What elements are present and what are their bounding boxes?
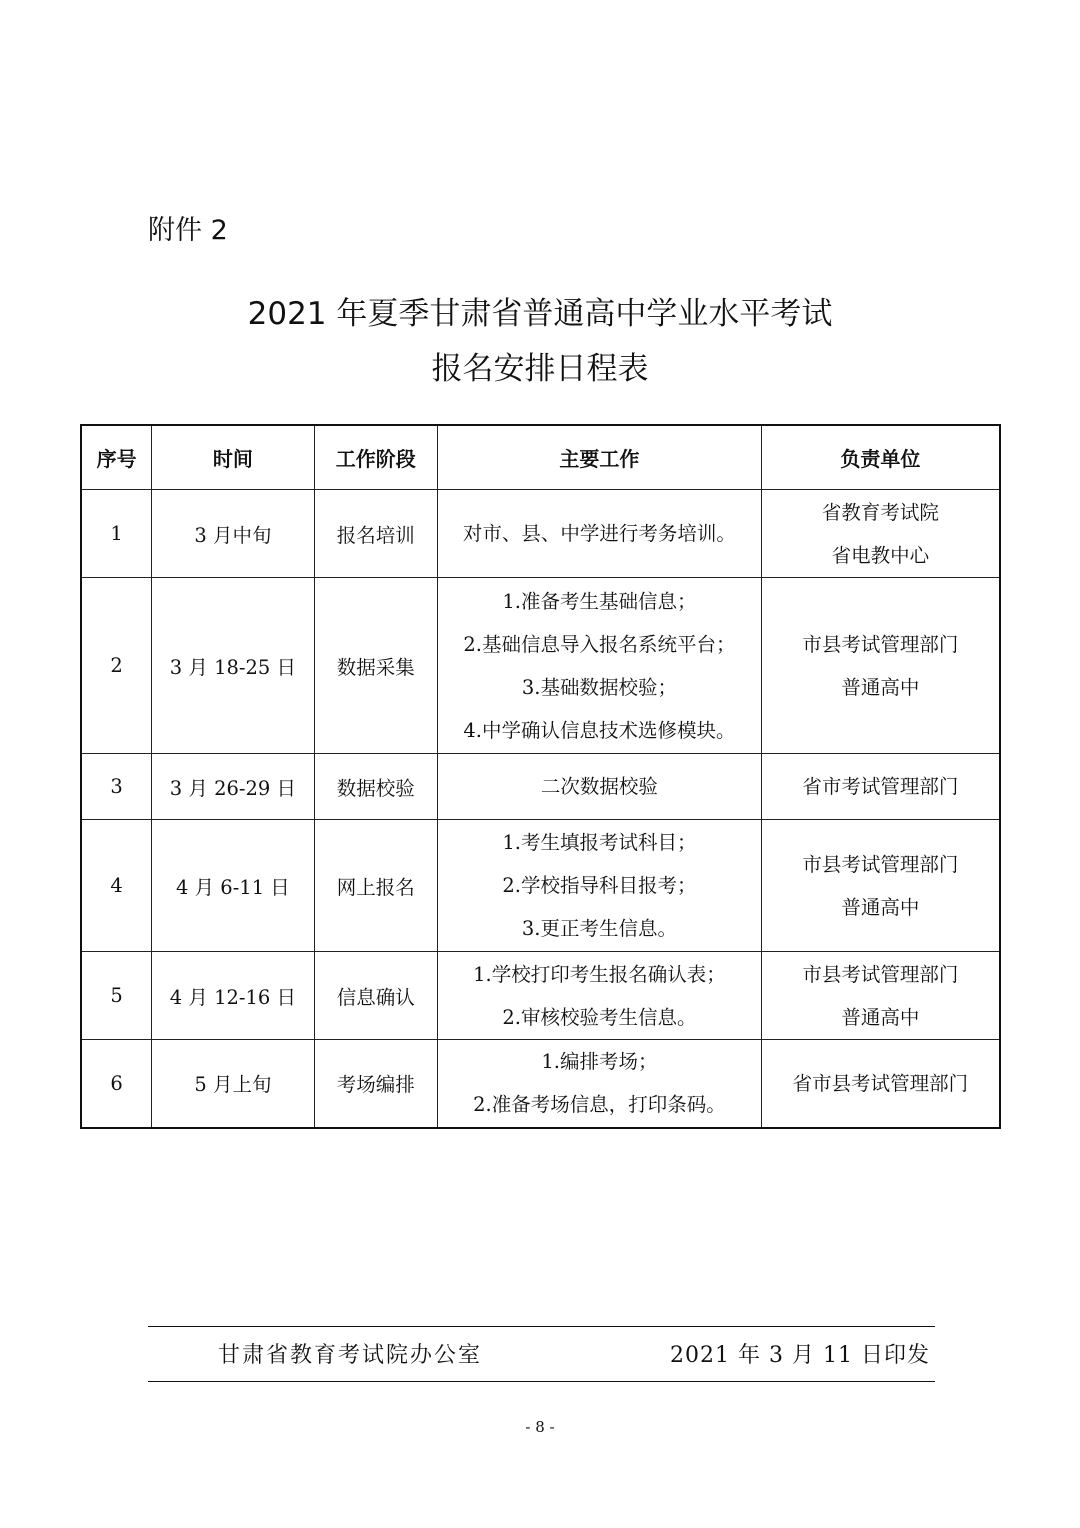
schedule-table bbox=[80, 424, 1001, 1129]
cell-unit bbox=[761, 820, 1000, 952]
cell-unit bbox=[761, 490, 1000, 578]
cell-stage: 数据采集 bbox=[314, 578, 437, 754]
cell-time: 3 月 18-25 日 bbox=[152, 578, 314, 754]
cell-no: 2 bbox=[81, 578, 152, 754]
cell-stage: 数据校验 bbox=[314, 754, 437, 820]
table-row bbox=[81, 1040, 1000, 1128]
cell-no: 6 bbox=[81, 1040, 152, 1128]
document-title-line-2: 报名安排日程表 bbox=[431, 351, 649, 387]
cell-time: 4 月 12-16 日 bbox=[152, 952, 314, 1040]
work-line: 对市、县、中学进行考务培训。 bbox=[462, 522, 736, 545]
work-line: 2.准备考场信息，打印条码。 bbox=[473, 1093, 726, 1117]
cell-no: 1 bbox=[81, 490, 152, 578]
cell-stage: 报名培训 bbox=[314, 490, 437, 578]
table-row bbox=[81, 578, 1000, 754]
work-line: 2.学校指导科目报考； bbox=[502, 874, 697, 897]
cell-time: 3 月 26-29 日 bbox=[152, 754, 314, 820]
work-line: 1.准备考生基础信息； bbox=[502, 589, 697, 613]
header-no: 序号 bbox=[81, 425, 152, 490]
work-line: 4.中学确认信息技术选修模块。 bbox=[463, 718, 736, 742]
cell-time: 3 月中旬 bbox=[152, 490, 314, 578]
work-line: 二次数据校验 bbox=[540, 775, 658, 798]
work-line: 1.考生填报考试科目； bbox=[502, 831, 697, 854]
cell-stage: 信息确认 bbox=[314, 952, 437, 1040]
unit-line: 市县考试管理部门 bbox=[802, 962, 959, 986]
unit-line: 市县考试管理部门 bbox=[802, 632, 959, 656]
attachment-label: 附件 2 bbox=[148, 215, 228, 246]
table-row bbox=[81, 952, 1000, 1040]
header-stage: 工作阶段 bbox=[314, 425, 437, 490]
unit-line: 普通高中 bbox=[841, 1005, 920, 1029]
cell-time: 4 月 6-11 日 bbox=[152, 820, 314, 952]
table-header-row bbox=[81, 425, 1000, 490]
table-row bbox=[81, 754, 1000, 820]
cell-no: 5 bbox=[81, 952, 152, 1040]
cell-work bbox=[438, 820, 762, 952]
cell-work bbox=[438, 1040, 762, 1128]
cell-work bbox=[438, 578, 762, 754]
footer-rule-bottom bbox=[148, 1381, 935, 1382]
footer-rule-top bbox=[148, 1326, 935, 1327]
cell-stage: 网上报名 bbox=[314, 820, 437, 952]
cell-stage: 考场编排 bbox=[314, 1040, 437, 1128]
work-line: 2.基础信息导入报名系统平台； bbox=[463, 632, 736, 656]
cell-work bbox=[438, 490, 762, 578]
header-time: 时间 bbox=[152, 425, 314, 490]
footer-issue-date: 2021 年 3 月 11 日印发 bbox=[670, 1343, 930, 1368]
unit-line: 省电教中心 bbox=[831, 543, 930, 567]
cell-no: 3 bbox=[81, 754, 152, 820]
unit-line: 省市考试管理部门 bbox=[802, 775, 959, 798]
table-row bbox=[81, 820, 1000, 952]
work-line: 2.审核校验考生信息。 bbox=[502, 1005, 697, 1029]
work-line: 1.编排考场； bbox=[541, 1050, 658, 1074]
cell-unit bbox=[761, 952, 1000, 1040]
unit-line: 普通高中 bbox=[841, 895, 920, 919]
cell-unit bbox=[761, 754, 1000, 820]
work-line: 3.基础数据校验； bbox=[521, 675, 677, 699]
work-line: 1.学校打印考生报名确认表； bbox=[473, 962, 726, 986]
cell-unit bbox=[761, 578, 1000, 754]
table-row bbox=[81, 490, 1000, 578]
footer-office: 甘肃省教育考试院办公室 bbox=[218, 1343, 483, 1368]
cell-time: 5 月上旬 bbox=[152, 1040, 314, 1128]
cell-work bbox=[438, 754, 762, 820]
header-work: 主要工作 bbox=[438, 425, 762, 490]
unit-line: 市县考试管理部门 bbox=[802, 852, 959, 876]
cell-unit bbox=[761, 1040, 1000, 1128]
unit-line: 普通高中 bbox=[841, 675, 920, 699]
header-unit: 负责单位 bbox=[761, 425, 1000, 490]
page-number: - 8 - bbox=[525, 1418, 555, 1436]
cell-no: 4 bbox=[81, 820, 152, 952]
cell-work bbox=[438, 952, 762, 1040]
unit-line: 省市县考试管理部门 bbox=[792, 1071, 969, 1095]
work-line: 3.更正考生信息。 bbox=[521, 917, 677, 940]
unit-line: 省教育考试院 bbox=[821, 500, 939, 524]
document-title-line-1: 2021 年夏季甘肃省普通高中学业水平考试 bbox=[247, 296, 833, 332]
